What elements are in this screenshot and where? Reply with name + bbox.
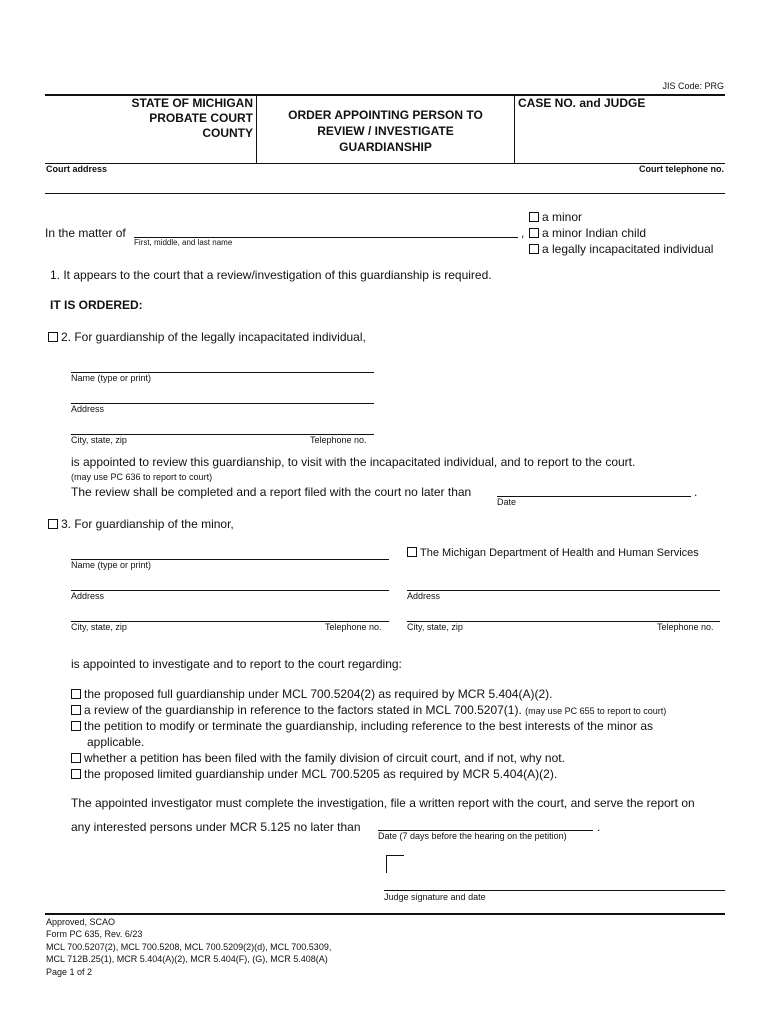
check-label: the proposed limited guardianship under MCL 700.5205 as required by MCR 5.404(A)(2). [84, 766, 558, 781]
matter-option-indian-child[interactable] [529, 225, 713, 241]
matter-option-label: a legally incapacitated individual [542, 242, 714, 256]
check-note: (may use PC 655 to report to court) [525, 705, 667, 716]
item2-phone-caption: Telephone no. [310, 435, 367, 445]
check-label: whether a petition has been filed with the family division of circuit court, and if not, why not. [84, 750, 565, 765]
item2-city-caption: City, state, zip [71, 435, 127, 445]
case-no-label: CASE NO. and JUDGE [518, 96, 646, 110]
matter-label: In the matter of [45, 226, 126, 240]
footer-rule [45, 913, 725, 915]
matter-comma: , [521, 226, 525, 240]
header-divider-2 [514, 95, 515, 163]
court-phone-label: Court telephone no. [639, 164, 724, 174]
matter-option-label: a minor [542, 210, 583, 224]
footer-form-number: Form PC 635, Rev. 6/23 [46, 929, 143, 940]
item2-address-line[interactable] [71, 403, 374, 404]
item3-checklist [71, 687, 666, 782]
court-heading [50, 96, 253, 141]
item2-date-caption: Date [497, 497, 517, 507]
mdhhs-address-line[interactable] [407, 590, 720, 591]
form-title [258, 107, 513, 155]
item2-name-caption: Name (type or print) [71, 373, 152, 383]
investigator-date-caption: Date (7 days before the hearing on the petition) [378, 831, 567, 841]
item1-text: 1. It appears to the court that a review/investigation of this guardianship is required. [50, 268, 492, 282]
check-review-factors[interactable] [71, 703, 666, 720]
item2-period: . [694, 485, 698, 499]
it-is-ordered: IT IS ORDERED: [50, 298, 143, 312]
judge-signature-caption: Judge signature and date [384, 892, 486, 902]
investigator-line2: any interested persons under MCR 5.125 no later than [71, 820, 361, 834]
item2-review-text: The review shall be completed and a report filed with the court no later than [71, 485, 472, 499]
check-family-division[interactable] [71, 751, 666, 767]
check-full-guardianship[interactable] [71, 687, 666, 703]
item2-address-caption: Address [71, 404, 105, 414]
checkbox[interactable] [71, 721, 81, 731]
matter-option-label: a minor Indian child [542, 226, 647, 240]
item3-phone-caption: Telephone no. [325, 622, 382, 632]
seal-corner-left [386, 855, 387, 873]
header-divider-1 [256, 95, 257, 163]
footer-mcl1: MCL 700.5207(2), MCL 700.5208, MCL 700.5209(2)(d), MCL 700.5309, [46, 941, 332, 952]
checkbox[interactable] [71, 689, 81, 699]
form-title-line2: REVIEW / INVESTIGATE [317, 124, 454, 138]
mdhhs-label: The Michigan Department of Health and Human Services [420, 547, 699, 559]
investigator-line1: The appointed investigator must complete the investigation, file a written report with the court, and serve the report on [71, 796, 695, 810]
item3-label [48, 517, 234, 531]
item2-checkbox[interactable] [48, 332, 58, 342]
item2-date-line[interactable] [497, 496, 691, 497]
check-label: the petition to modify or terminate the guardianship, including reference to the best interests of the minor as [84, 719, 653, 734]
investigator-period: . [597, 820, 601, 834]
matter-name-caption: First, middle, and last name [134, 238, 233, 247]
jis-code: JIS Code: PRG [662, 81, 724, 91]
court-address-rule [45, 193, 725, 194]
mdhhs-phone-caption: Telephone no. [657, 622, 714, 632]
item3-name-caption: Name (type or print) [71, 560, 152, 570]
item3-address-caption: Address [71, 591, 105, 601]
checkbox[interactable] [71, 753, 81, 763]
check-modify-terminate[interactable] [71, 719, 666, 735]
state-label: STATE OF MICHIGAN [131, 96, 253, 110]
mdhhs-checkbox[interactable] [407, 547, 417, 557]
mdhhs-address-caption: Address [407, 591, 441, 601]
footer-mcl2: MCL 712B.25(1), MCR 5.404(A)(2), MCR 5.404(F), (G), MCR 5.408(A) [46, 954, 328, 965]
checkbox[interactable] [71, 705, 81, 715]
county-label: COUNTY [202, 126, 253, 140]
court-address-label: Court address [46, 164, 108, 174]
form-title-line3: GUARDIANSHIP [339, 140, 432, 154]
checkbox[interactable] [71, 769, 81, 779]
item3-appointed-text: is appointed to investigate and to report to the court regarding: [71, 657, 402, 671]
item2-text: 2. For guardianship of the legally incapacitated individual, [61, 330, 366, 344]
check-modify-terminate-cont: applicable. [87, 735, 145, 750]
footer [46, 916, 331, 978]
checkbox[interactable] [529, 244, 539, 254]
footer-page: Page 1 of 2 [46, 966, 93, 977]
item3-checkbox[interactable] [48, 519, 58, 529]
mdhhs-option[interactable] [407, 547, 699, 559]
matter-options [529, 209, 713, 257]
matter-option-incapacitated[interactable] [529, 241, 713, 257]
seal-corner-top [386, 855, 404, 856]
item2-label [48, 330, 366, 344]
item3-city-caption: City, state, zip [71, 622, 127, 632]
item2-appointed-text: is appointed to review this guardianship, to visit with the incapacitated individual, and to report to the court. [71, 455, 636, 469]
check-label: a review of the guardianship in reference to the factors stated in MCL 700.5207(1). [84, 702, 522, 717]
matter-option-minor[interactable] [529, 209, 713, 225]
form-title-line1: ORDER APPOINTING PERSON TO [288, 108, 483, 122]
check-label: the proposed full guardianship under MCL 700.5204(2) as required by MCR 5.404(A)(2). [84, 687, 553, 701]
check-limited-guardianship[interactable] [71, 767, 666, 783]
item3-text: 3. For guardianship of the minor, [61, 517, 234, 531]
probate-court-label: PROBATE COURT [149, 111, 253, 125]
item2-may-use: (may use PC 636 to report to court) [71, 472, 213, 482]
checkbox[interactable] [529, 212, 539, 222]
item3-address-line[interactable] [71, 590, 389, 591]
checkbox[interactable] [529, 228, 539, 238]
judge-signature-line[interactable] [384, 890, 725, 891]
header-bottom-rule [45, 163, 725, 164]
mdhhs-city-caption: City, state, zip [407, 622, 463, 632]
footer-approved: Approved, SCAO [46, 917, 116, 927]
